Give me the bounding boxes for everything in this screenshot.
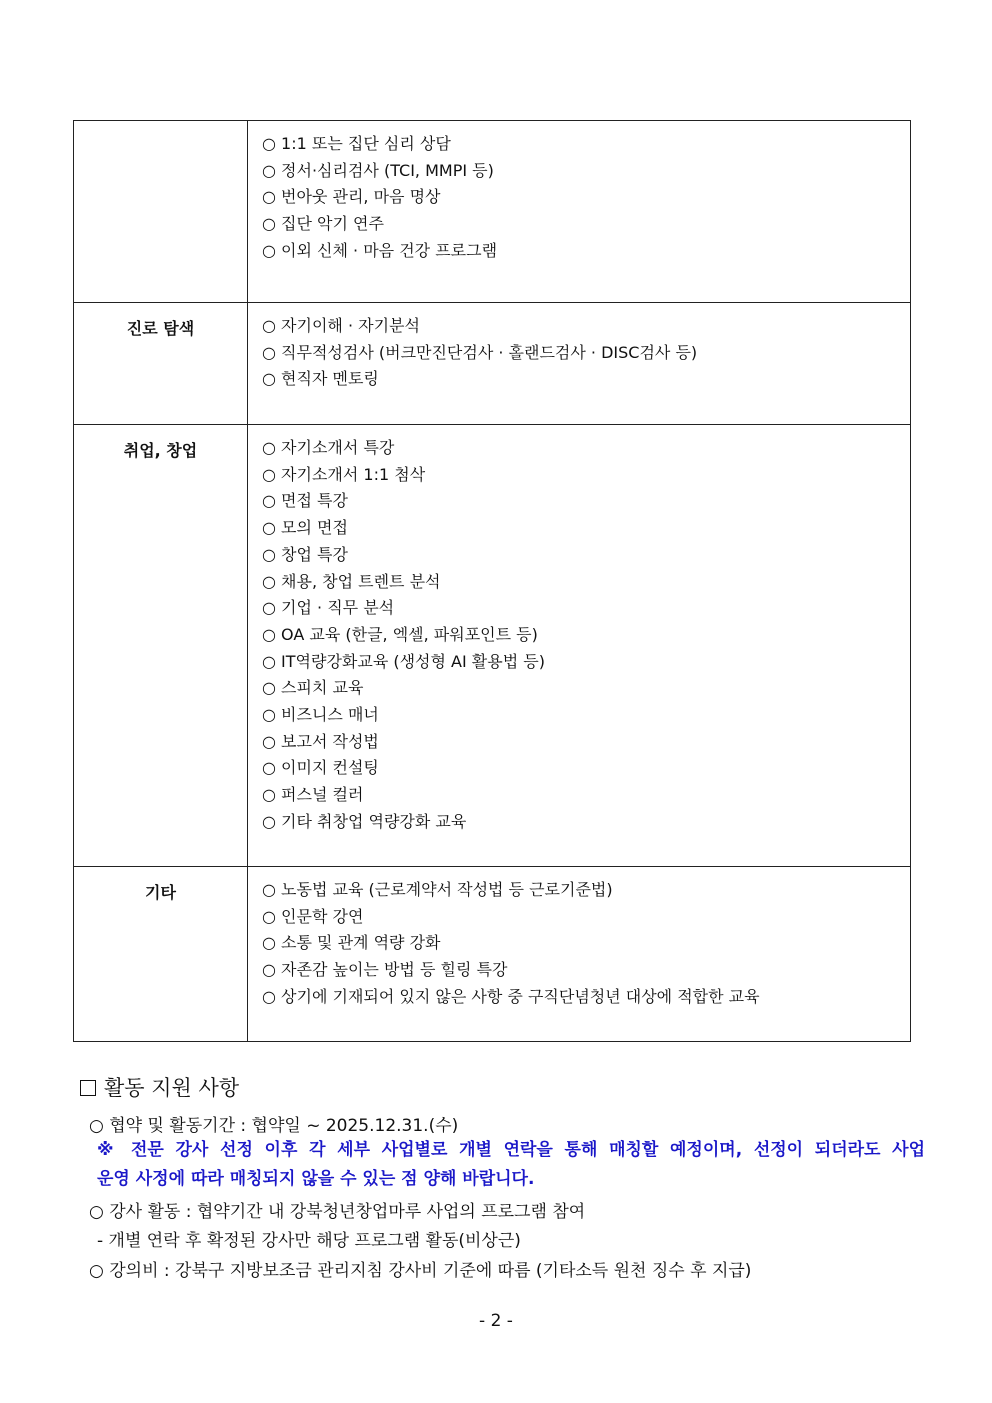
list-item: ○ 이외 신체 · 마음 건강 프로그램 [262,240,498,260]
list-item: ○ 비즈니스 매너 [262,705,379,725]
list-item: ○ 퍼스널 컬러 [262,785,364,805]
items-cell [248,121,911,303]
list-item: ○ 직무적성검사 (버크만진단검사 · 홀랜드검사 · DISC검사 등) [262,342,698,362]
table-row [74,867,911,1042]
list-item: ○ 번아웃 관리, 마음 명상 [262,187,441,207]
list-item: ○ 자기소개서 1:1 첨삭 [262,464,426,484]
list-item: ○ 인문학 강연 [262,906,364,926]
fee-line: ○ 강의비 : 강북구 지방보조금 관리지침 강사비 기준에 따름 (기타소득 원천 징수 후 지급) [89,1261,752,1281]
list-item: ○ 자기이해 · 자기분석 [262,316,420,335]
activity-sub-line: - 개별 연락 후 확정된 강사만 해당 프로그램 활동(비상근) [97,1231,521,1251]
table-row [74,425,911,867]
activity-line: ○ 강사 활동 : 협약기간 내 강북청년창업마루 사업의 프로그램 참여 [89,1202,586,1222]
list-item: ○ 기업 · 직무 분석 [262,598,395,618]
category-cell [74,121,248,303]
notice-line-2: 운영 사정에 따라 매칭되지 않을 수 있는 점 양해 바랍니다. [97,1169,535,1189]
list-item: ○ 기타 취창업 역량강화 교육 [262,811,467,831]
list-item: ○ 면접 특강 [262,491,348,511]
list-item: ○ 소통 및 관계 역량 강화 [262,933,441,953]
items-cell [248,303,911,425]
list-item: ○ 현직자 멘토링 [262,369,379,389]
list-item: ○ 모의 면접 [262,518,348,538]
category-cell: 기타 [74,867,248,1042]
list-item: ○ 이미지 컨설팅 [262,758,379,778]
list-item: ○ 집단 악기 연주 [262,214,384,234]
section-title: 활동 지원 사항 [104,1076,240,1100]
list-item: ○ 1:1 또는 집단 심리 상담 [262,134,451,153]
table-row [74,121,911,303]
list-item: ○ 보고서 작성법 [262,731,379,751]
period-line: ○ 협약 및 활동기간 : 협약일 ~ 2025.12.31.(수) [89,1116,459,1136]
items-cell [248,867,911,1042]
section-heading [80,1072,239,1102]
notice-line-1: ※ 전문 강사 선정 이후 각 세부 사업별로 개별 연락을 통해 매칭할 예정이며, 선정이 되더라도 사업 [97,1140,925,1160]
program-table [73,120,911,1042]
list-item: ○ OA 교육 (한글, 엑셀, 파워포인트 등) [262,624,538,644]
list-item: ○ 스피치 교육 [262,678,364,698]
square-bullet-icon [80,1080,96,1096]
table-row [74,303,911,425]
page-number: - 2 - [479,1311,513,1331]
category-cell: 진로 탐색 [74,303,248,425]
list-item: ○ 상기에 기재되어 있지 않은 사항 중 구직단념청년 대상에 적합한 교육 [262,986,760,1006]
items-cell [248,425,911,867]
list-item: ○ 정서·심리검사 (TCI, MMPI 등) [262,160,494,180]
category-cell: 취업, 창업 [74,425,248,867]
list-item: ○ IT역량강화교육 (생성형 AI 활용법 등) [262,651,545,671]
list-item: ○ 채용, 창업 트렌트 분석 [262,571,441,591]
list-item: ○ 자존감 높이는 방법 등 힐링 특강 [262,960,508,980]
list-item: ○ 창업 특강 [262,544,348,564]
list-item: ○ 노동법 교육 (근로계약서 작성법 등 근로기준법) [262,880,613,899]
list-item: ○ 자기소개서 특강 [262,438,395,457]
